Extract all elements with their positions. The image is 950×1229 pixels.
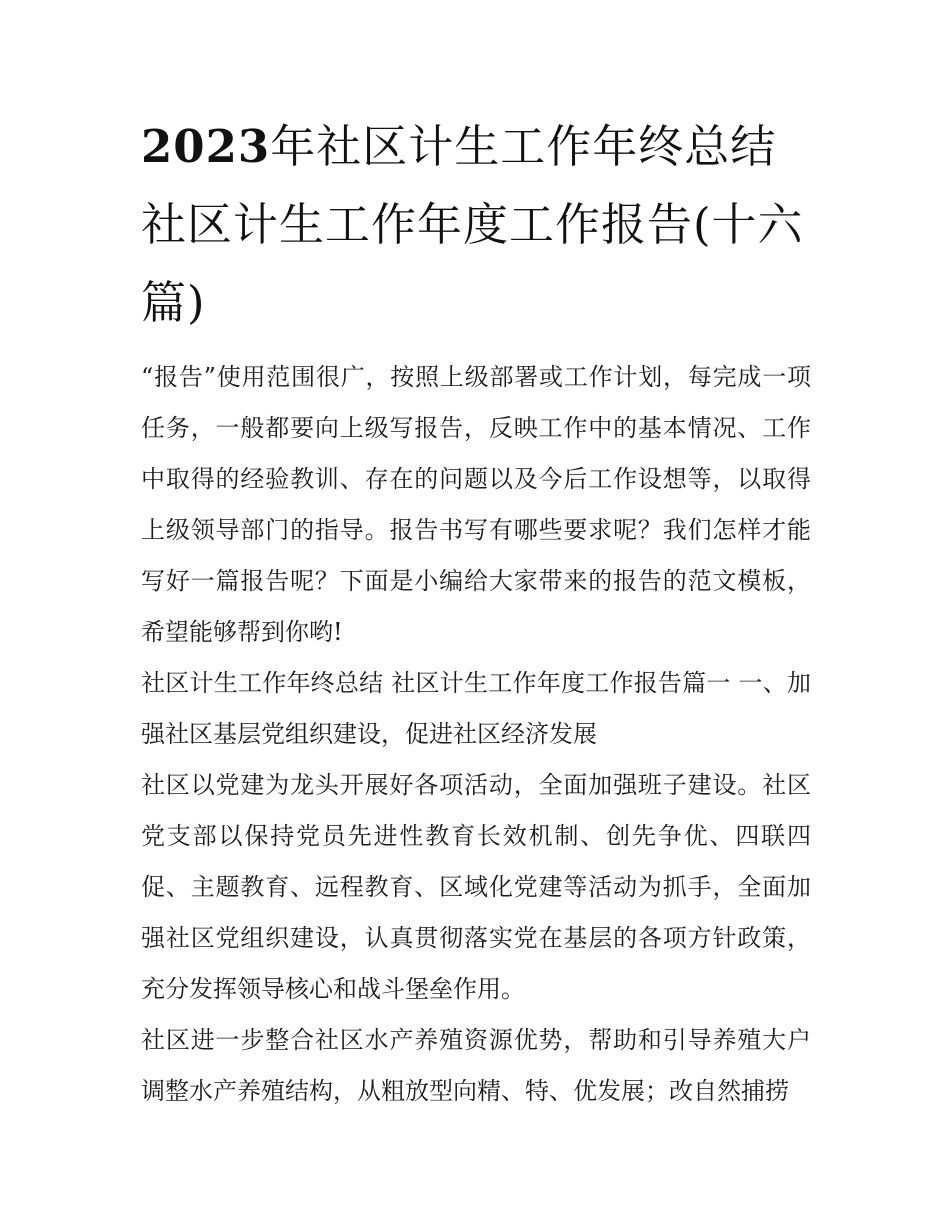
section-heading-paragraph: 社区计生工作年终总结 社区计生工作年度工作报告篇一 一、加强社区基层党组织建设，促进社区经济发展 (141, 669, 811, 748)
title-text: 年社区计生工作年终总结 社区计生工作年度工作报告(十六篇) (141, 120, 804, 329)
document-body (141, 108, 811, 1117)
intro-paragraph: “报告”使用范围很广，按照上级部署或工作计划，每完成一项任务，一般都要向上级写报告，反映工作中的基本情况、工作中取得的经验教训、存在的问题以及今后工作设想等，以取得上级领导部门的指导。报告书写有哪些要求呢？我们怎样才能写好一篇报告呢？下面是小编给大家带来的报告的范文模板，希望能够帮到你哟! (141, 363, 811, 646)
title-year: 2023 (141, 120, 271, 173)
document-title (141, 108, 811, 342)
party-building-paragraph: 社区以党建为龙头开展好各项活动，全面加强班子建设。社区党支部以保持党员先进性教育长效机制、创先争优、四联四促、主题教育、远程教育、区域化党建等活动为抓手，全面加强社区党组织建设，认真贯彻落实党在基层的各项方针政策，充分发挥领导核心和战斗堡垒作用。 (141, 771, 811, 1003)
aquaculture-paragraph: 社区进一步整合社区水产养殖资源优势，帮助和引导养殖大户调整水产养殖结构，从粗放型向精、特、优发展；改自然捕捞 (141, 1026, 811, 1105)
